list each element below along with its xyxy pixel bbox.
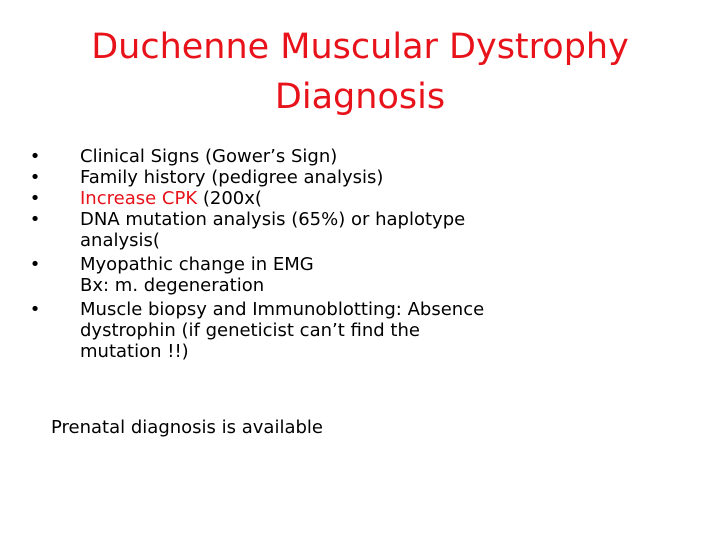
bullet-text: Family history (pedigree analysis) — [80, 167, 384, 188]
bullet-item-family-history — [28, 167, 668, 188]
bullet-dot: • — [29, 299, 41, 320]
bullet-text-prefix: Increase CPK — [80, 188, 203, 209]
bullet-item-cpk — [28, 188, 668, 209]
bullet-text-line-2: dystrophin (if geneticist can’t find the — [80, 320, 420, 341]
bullet-item-dna-mutation — [28, 209, 668, 251]
bullet-item-emg — [28, 254, 668, 296]
bullet-text-line-1: Myopathic change in EMG — [80, 254, 314, 275]
bullet-text-line-1: Muscle biopsy and Immunoblotting: Absence — [80, 299, 485, 320]
bullet-text: Clinical Signs (Gower’s Sign) — [80, 146, 338, 167]
bullet-text-line-2: analysis( — [80, 230, 160, 251]
bullet-list — [28, 146, 668, 362]
bullet-item-clinical-signs — [28, 146, 668, 167]
bullet-text-highlight: (200x( — [202, 188, 262, 209]
footer-note: Prenatal diagnosis is available — [51, 417, 323, 438]
bullet-dot: • — [29, 188, 41, 209]
bullet-dot: • — [29, 167, 41, 188]
bullet-text-line-3: mutation !!) — [80, 341, 189, 362]
bullet-dot: • — [29, 254, 41, 275]
bullet-text — [80, 188, 668, 209]
bullet-text-line-2: Bx: m. degeneration — [80, 275, 265, 296]
title-line-1: Duchenne Muscular Dystrophy — [91, 27, 629, 67]
slide-title — [40, 22, 680, 122]
bullet-item-muscle-biopsy — [28, 299, 668, 362]
title-line-2: Diagnosis — [274, 77, 446, 117]
bullet-text-line-1: DNA mutation analysis (65%) or haplotype — [80, 209, 466, 230]
bullet-dot: • — [29, 146, 41, 167]
bullet-dot: • — [29, 209, 41, 230]
